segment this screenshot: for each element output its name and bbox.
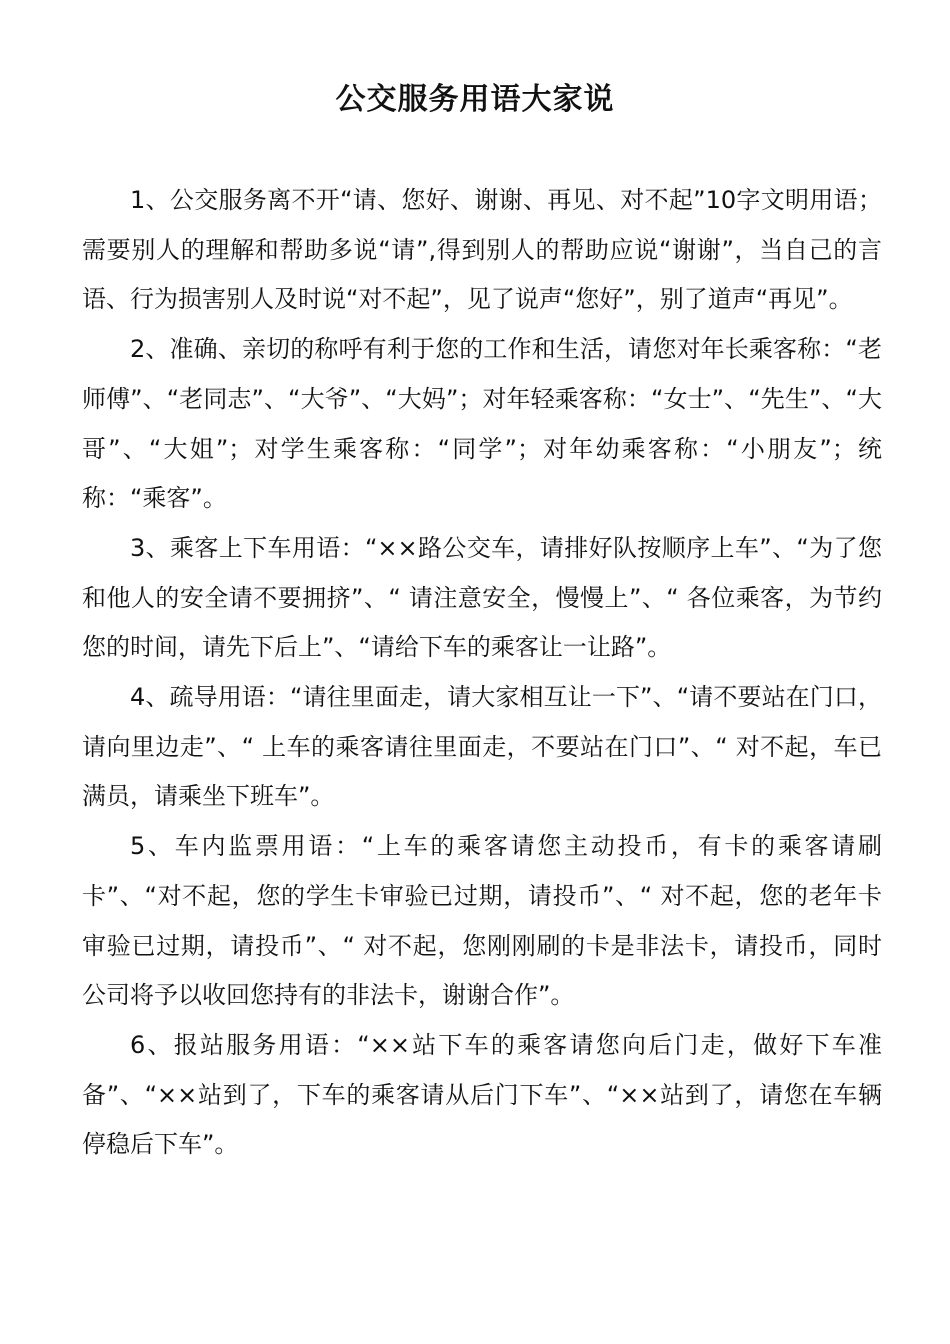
paragraph-2: 2、准确、亲切的称呼有利于您的工作和生活，请您对年长乘客称：“老师傅”、“老同志”、“大爷”、“大妈”；对年轻乘客称：“女士”、“先生”、“大哥”、“大姐”；对学生乘客称：“同学”；对年幼乘客称：“小朋友”；统称：“乘客”。 (82, 335, 882, 513)
paragraph-1: 1、公交服务离不开“请、您好、谢谢、再见、对不起”10字文明用语；需要别人的理解和帮助多说“请”,得到别人的帮助应说“谢谢”，当自己的言语、行为损害别人及时说“对不起”，见了说声“您好”，别了道声“再见”。 (82, 186, 882, 314)
paragraph-5: 5、车内监票用语：“上车的乘客请您主动投币，有卡的乘客请刷卡”、“对不起，您的学生卡审验已过期，请投币”、“ 对不起，您的老年卡审验已过期，请投币”、“ 对不起，您刚刚刷的卡是非法卡，请投币，同时公司将予以收回您持有的非法卡，谢谢合作”。 (82, 832, 882, 1010)
paragraph-3: 3、乘客上下车用语：“××路公交车，请排好队按顺序上车”、“为了您和他人的安全请不要拥挤”、“ 请注意安全，慢慢上”、“ 各位乘客，为节约您的时间，请先下后上”、“请给下车的乘客让一让路”。 (82, 533, 882, 662)
document-title: 公交服务用语大家说 (335, 82, 615, 117)
document-body (82, 176, 882, 1170)
paragraph-6: 6、报站服务用语：“××站下车的乘客请您向后门走，做好下车准备”、“××站到了，下车的乘客请从后门下车”、“××站到了，请您在车辆停稳后下车”。 (82, 1030, 882, 1159)
paragraph-4: 4、疏导用语：“请往里面走，请大家相互让一下”、“请不要站在门口，请向里边走”、“ 上车的乘客请往里面走，不要站在门口”、“ 对不起，车已满员，请乘坐下班车”。 (82, 683, 882, 811)
